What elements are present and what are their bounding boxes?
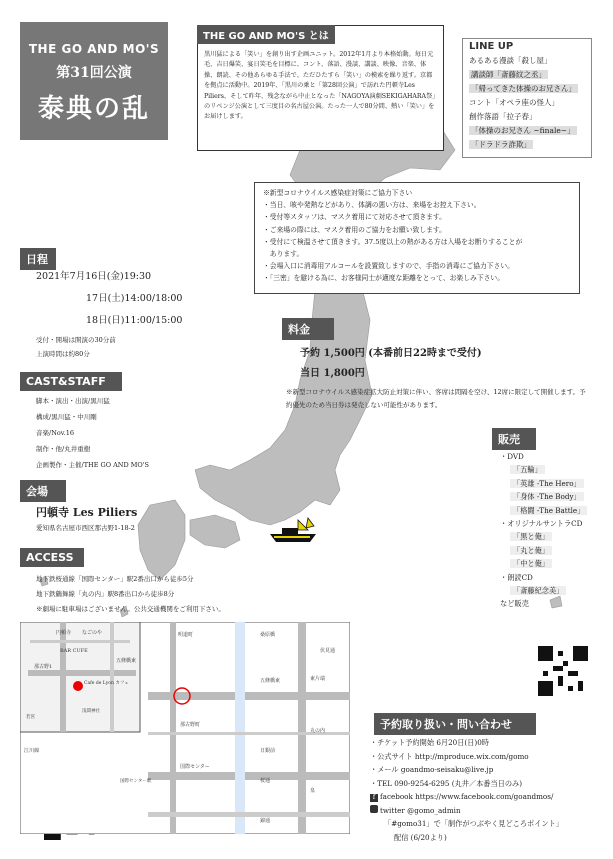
sales-cd-label: ・オリジナルサントラCD <box>500 519 583 529</box>
group-name: THE GO AND MO'S <box>28 42 160 56</box>
qr-code-icon <box>538 646 588 696</box>
contact-line: f facebook https://www.facebook.com/goandmos/ <box>370 790 590 804</box>
sales-item: 「黒と俺」 <box>500 530 587 543</box>
map-label: 伏見通 <box>320 648 336 654</box>
sales-item: 「斎藤紀念美」 <box>500 584 587 597</box>
schedule-note: 上演時間は約80分 <box>36 350 90 358</box>
boat-mascot-icon <box>268 516 318 546</box>
sales-list <box>500 450 587 611</box>
schedule-note: 受付・開場は開演の30分前 <box>36 336 116 344</box>
map-label: Cafe de Lyon カフェ <box>84 681 129 686</box>
kyushu-shape <box>138 500 185 580</box>
price-advance: 予約 1,500円 (本番前日22時まで受付) <box>300 348 482 359</box>
lineup-box <box>462 38 592 158</box>
notice-line: ・当日、咳や発熱などがあり、体調の悪い方は、来場をお控え下さい。 <box>263 201 481 210</box>
sales-dvd-label: ・DVD <box>500 452 524 461</box>
cast-line: 制作・他/丸井重樹 <box>36 445 91 453</box>
map-label: 那古野1 <box>34 664 53 670</box>
cast-line: 音楽/Nov.16 <box>36 429 75 437</box>
map-label: 日銀前 <box>260 748 276 754</box>
sales-item: 「丸と俺」 <box>500 544 587 557</box>
map-label: 東片端 <box>310 676 326 682</box>
sales-radio-label: ・朗読CD <box>500 572 533 582</box>
access-line: 地下鉄鶴舞線「丸の内」駅8番出口から徒歩8分 <box>36 590 175 598</box>
notice-line: ・受付にて検温させて頂きます。37.5度以上の熱がある方は入場をお断りすることが <box>263 237 523 246</box>
access-map <box>20 622 350 834</box>
contact-line: twitter @gomo_admin <box>370 804 590 818</box>
sales-etc: など販売 <box>500 599 529 609</box>
map-label: 錦通 <box>260 818 271 824</box>
sales-item: 「格闘 -The Battle」 <box>500 504 587 517</box>
edition-label: 第31回公演 <box>56 65 132 81</box>
lineup-item: 講談師「斎藤紋之丞」 <box>471 70 546 79</box>
map-label: 円頓寺 <box>56 630 72 636</box>
map-label: 桑原橋 <box>260 632 276 638</box>
sales-item: 「中と俺」 <box>500 557 587 570</box>
about-heading: THE GO AND MO'S とは <box>197 25 335 44</box>
sales-item: 「英雄 -The Hero」 <box>500 477 587 490</box>
map-label: 江川線 <box>24 748 40 754</box>
notice-line: ・「三密」を避ける為に、お客様同士が適度な距離をとって、お楽しみ下さい。 <box>263 274 505 283</box>
map-label: 丸の内 <box>310 728 326 734</box>
notice-line: ※新型コロナウイルス感染症対策にご協力下さい <box>263 189 413 197</box>
lineup-heading: LINE UP <box>469 41 514 52</box>
covid-notice <box>254 182 580 294</box>
notice-line: ・ご来場の際には、マスク着用のご協力をお願い致します。 <box>263 225 446 234</box>
lineup-item: 「ドラドラ詐欺」 <box>471 140 531 149</box>
map-label: 明道町 <box>178 632 194 638</box>
notice-line: ・受付等スタッフは、マスク着用にて対応させて頂きます。 <box>263 213 446 222</box>
map-label: 五條橋東 <box>116 658 137 664</box>
notice-line: ・会場入口に消毒用アルコールを設置致しますので、手指の消毒にご協力下さい。 <box>263 262 514 271</box>
contact-line: ・チケット予約開始 6月20日(日)0時 <box>370 738 489 747</box>
map-label: 五條橋東 <box>260 678 281 684</box>
contact-line: 配信 (6/20より) <box>394 832 447 842</box>
venue-name: 円頓寺 Les Piliers <box>36 506 138 519</box>
sales-item: 「五輪」 <box>500 463 587 476</box>
map-label: BAR CUFE <box>60 648 88 654</box>
map-label: 桜通 <box>260 778 271 784</box>
title-block <box>20 22 168 140</box>
sales-heading: 販売 <box>492 428 536 450</box>
venue-heading: 会場 <box>20 480 66 502</box>
map-label: 若宮 <box>26 715 35 720</box>
map-label: 浅間神社 <box>82 709 100 714</box>
lineup-item: あるある漫談「殺し屋」 <box>469 56 552 65</box>
lineup-item: 「帰ってきた体操のお兄さん」 <box>471 84 576 93</box>
schedule-line: 2021年7月16日(金)19:30 <box>36 271 152 282</box>
cast-heading: CAST&STAFF <box>20 372 122 391</box>
map-label: 泉 <box>310 788 316 794</box>
twitter-icon <box>370 805 378 813</box>
notice-line: あります。 <box>263 250 304 259</box>
about-box <box>197 25 444 151</box>
price-door: 当日 1,800円 <box>300 368 365 379</box>
contact-line: ・メール goandmo-seisaku@live.jp <box>370 765 494 774</box>
lineup-item: 「体操のお兄さん ~finale~」 <box>471 126 575 135</box>
about-text: 黒川猛による「笑い」を創り出す企画ユニット。2012年1月より本格始動。毎日元毛、吉日爆笑、宴日笑毛を目標に、コント、落語、漫談、講談、映像、音楽、体操、朗読、その他あらゆる手法で、ただひたすら「笑い」の模索を繰り返す。京都を拠点に活動中。2019年、「黒川の乗と「第28回公演」で訪れた円頓寺Les Piliers、そして昨年、残念ながら中止となった「NAGOYA演劇SEKIGAHARA祭」のリベンジ公演として三度目の名古屋公演。たった一人で80分間、熱い「笑い」をお届けします。 <box>204 51 436 121</box>
schedule-line: 18日(日)11:00/15:00 <box>86 315 183 326</box>
map-label: 那古野町 <box>180 722 201 728</box>
cast-line: 企画製作・主催/THE GO AND MO'S <box>36 461 149 469</box>
schedule-heading: 日程 <box>20 248 56 270</box>
access-line: 地下鉄桜通線「国際センター」駅2番出口から徒歩5分 <box>36 575 194 583</box>
map-label: 国際センター <box>180 764 210 770</box>
contact-line: ・TEL 090-9254-6295 (丸井／本番当日のみ) <box>370 778 523 788</box>
price-heading: 料金 <box>282 318 334 340</box>
access-line: ※劇場に駐車場はございません。公共交通機関をご利用下さい。 <box>36 605 225 613</box>
lineup-item: 創作落語「拉子春」 <box>469 112 537 121</box>
contact-line: ・公式サイト http://mproduce.wix.com/gomo <box>370 751 529 761</box>
schedule-line: 17日(土)14:00/18:00 <box>86 293 183 304</box>
play-title: 泰典の乱 <box>37 94 150 124</box>
map-label: 国際センター駅 <box>120 779 152 784</box>
map-label: なごのや <box>82 630 103 636</box>
price-note: ※新型コロナウイルス感染症拡大防止対策に伴い、客席は間隔を空け、12席に限定して開催します。予約優先のため当日券は発売しない可能性があります。 <box>286 388 586 409</box>
cast-line: 構成/黒川猛・中川剛 <box>36 413 97 421</box>
contact-list <box>370 736 590 844</box>
shikoku-shape <box>190 515 240 548</box>
sales-item: 「身体 -The Body」 <box>500 490 587 503</box>
facebook-icon: f <box>370 794 378 802</box>
cast-line: 脚本・演出・出演/黒川猛 <box>36 397 110 405</box>
venue-address: 愛知県名古屋市西区那古野1-18-2 <box>36 524 135 532</box>
contact-line: 「#gomo31」で「制作がつぶやく見どころポイント」 <box>384 819 563 828</box>
lineup-item: コント「オペラ座の怪人」 <box>469 98 559 107</box>
contact-heading: 予約取り扱い・問い合わせ <box>374 713 536 735</box>
access-heading: ACCESS <box>20 548 84 567</box>
